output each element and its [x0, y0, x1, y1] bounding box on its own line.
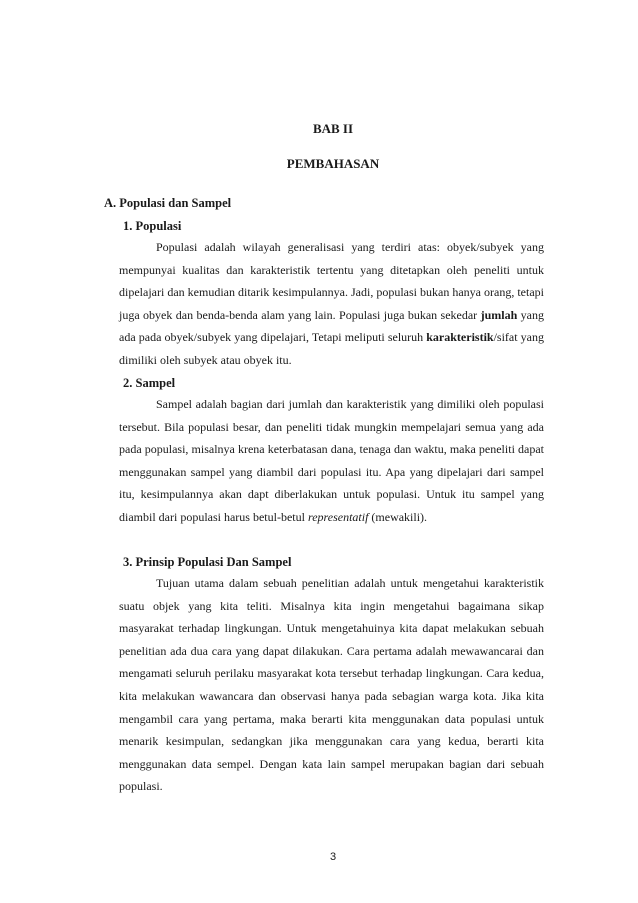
subsection-heading-prinsip: 3. Prinsip Populasi Dan Sampel: [123, 555, 292, 569]
paragraph-text: (mewakili).: [368, 509, 428, 524]
paragraph-populasi: [119, 236, 544, 372]
subsection-heading-sampel: 2. Sampel: [123, 376, 176, 390]
paragraph-text: Tujuan utama dalam sebuah penelitian adalah untuk mengetahui karakteristik suatu objek yang kita teliti. Misalnya kita ingin mengetahui bagaimana sikap masyarakat terhadap lingkungan. Untuk mengetahuinya kita dapat melakukan sebuah penelitian ada dua cara yang dapat dilakukan. Cara pertama adalah mewawancarai dan mengamati seluruh perilaku masyarakat kota tersebut terhadap lingkungan. Cara kedua, kita melakukan wawancara dan observasi hanya pada sebagian warga kota. Jika kita mengambil cara yang pertama, maka berarti kita menggunakan data populasi untuk menarik kesimpulan, sedangkan jika menggunakan cara yang kedua, berarti kita menggunakan data sempel. Dengan kata lain sampel merupakan bagian dari sebuah populasi.: [119, 576, 544, 794]
paragraph-text: Populasi adalah wilayah generalisasi yang terdiri atas: obyek/subyek yang mempunyai kualitas dan karakteristik tertentu yang ditetapkan oleh peneliti untuk dipelajari dan kemudian ditarik kesimpulannya. Jadi, populasi bukan hanya orang, tetapi juga obyek dan benda-benda alam yang lain. Populasi juga bukan sekedar: [119, 240, 544, 322]
chapter-title: PEMBAHASAN: [286, 156, 380, 171]
bold-term: karakteristik: [426, 330, 494, 345]
paragraph-text: Sampel adalah bagian dari jumlah dan karakteristik yang dimiliki oleh populasi tersebut. Bila populasi besar, dan peneliti tidak mungkin mempelajari semua yang ada pada populasi, misalnya krena keterbatasan dana, tenaga dan waktu, maka peneliti dapat menggunakan sampel yang diambil dari populasi itu. Apa yang dipelajari dari sampel itu, kesimpulannya akan dapt diberlakukan untuk populasi. Untuk itu sampel yang diambil dari populasi harus betul-betul: [119, 397, 544, 524]
page-number: 3: [329, 851, 337, 863]
paragraph-text: /sifat yang dimiliki oleh subyek atau obyek itu.: [119, 330, 545, 367]
italic-term: representatif: [307, 509, 369, 524]
subsection-heading-populasi: 1. Populasi: [123, 219, 182, 233]
paragraph-text: yang ada pada obyek/subyek yang dipelajari, Tetapi meliputi seluruh: [119, 307, 545, 345]
chapter-number: BAB II: [312, 121, 354, 136]
section-heading: A. Populasi dan Sampel: [104, 196, 232, 210]
paragraph-sampel: [119, 393, 544, 529]
paragraph-prinsip: [119, 572, 544, 798]
bold-term: jumlah: [480, 307, 518, 322]
